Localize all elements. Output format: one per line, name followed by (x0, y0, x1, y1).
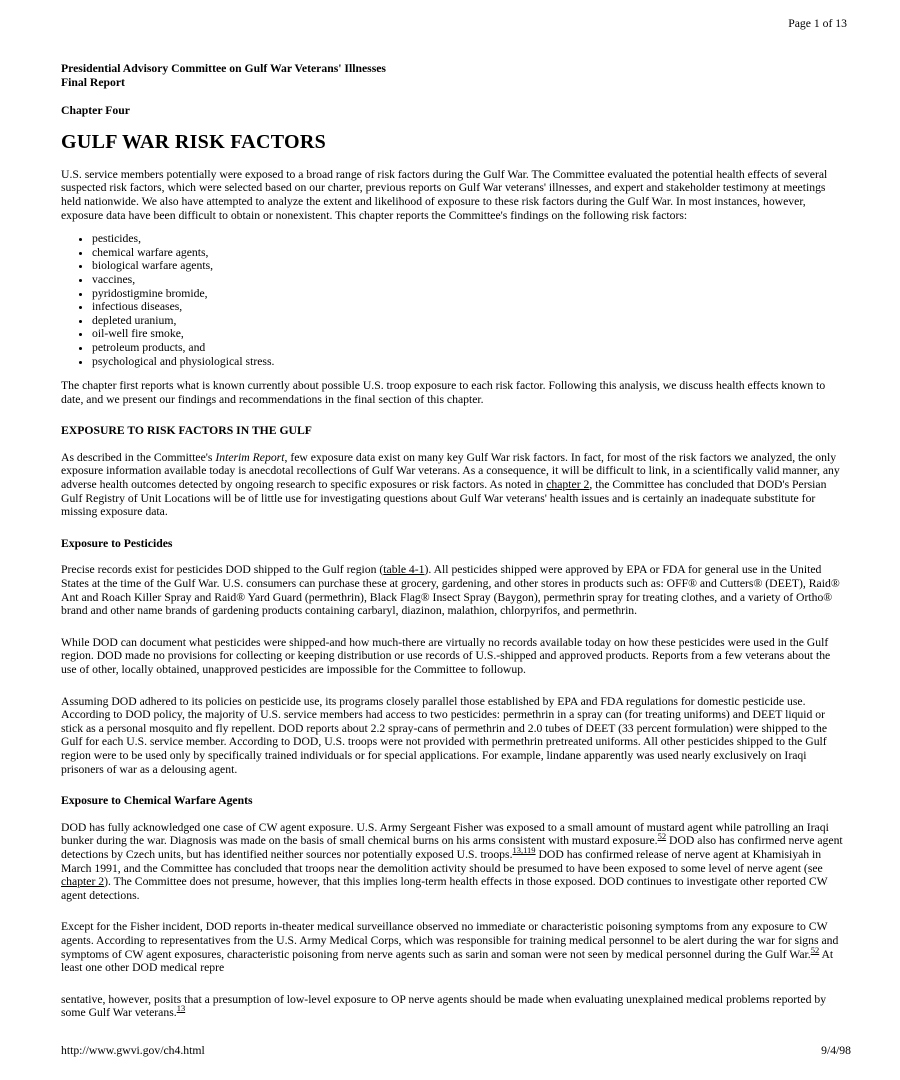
risk-factor-item: • chemical warfare agents, (92, 246, 843, 260)
chemical-warfare-paragraph-1 (61, 821, 843, 903)
pesticides-paragraph-3 (61, 695, 843, 777)
section-heading-exposure-to-risk-factors: EXPOSURE TO RISK FACTORS IN THE GULF (61, 424, 312, 438)
text-run: As described in the Committee's (61, 450, 216, 464)
intro-paragraph (61, 168, 843, 222)
text-run: ). The Committee does not presume, however, that this implies long-term health effects in those exposed. DOD continues to investigate other reported CW agent detections. (61, 875, 828, 902)
page-indicator: Page 1 of 13 (788, 17, 847, 30)
footer-url: http://www.gwvi.gov/ch4.html (61, 1044, 205, 1057)
text-run: DOD also has confirmed nerve agent detections by Czech units, but has identified neither sources nor potentially exposed U.S. troops. (61, 834, 843, 861)
text-run: The chapter first reports what is known currently about possible U.S. troop exposure to each risk factor. Following this analysis, we discuss health effects known to date, and we present our findings and recommendations in the final section of this chapter. (61, 379, 826, 406)
text-run: Assuming DOD adhered to its policies on pesticide use, its programs closely parallel those established by EPA and FDA regulations for domestic pesticide use. According to DOD policy, the majority of U.S. service members had access to two pesticides: permethrin in a spray can (for treating uniforms) and DEET liquid or stick as a personal mosquito and fly repellent. DOD reports about 2.2 spray-cans of permethrin and 2.0 tubes of DEET (33 percent formulation) were shipped to the Gulf for each U.S. service member. According to DOD, U.S. troops were not provided with permethrin pretreated uniforms. All other pesticides shipped to the Gulf region were to be used only by specifically trained individuals or for special applications. For example, lindane apparently was used nearly exclusively on Iraqi prisoners of war as a delousing agent. (61, 694, 828, 776)
risk-factor-item: • pyridostigmine bromide, (92, 287, 843, 301)
report-committee-line: Presidential Advisory Committee on Gulf War Veterans' Illnesses (61, 62, 386, 75)
text-run: U.S. service members potentially were exposed to a broad range of risk factors during the Gulf War. The Committee evaluated the potential health effects of several suspected risk factors, which were selected based on our charter, previous reports on Gulf War veterans' illnesses, and expert and stakeholder testimony at meetings held nationwide. We also have attempted to analyze the extent and likelihood of exposure to these risk factors during the Gulf War. In most instances, however, exposure data have been difficult to obtain or nonexistent. This chapter reports the Committee's findings on the following risk factors: (61, 167, 828, 222)
risk-factor-item: • pesticides, (92, 232, 843, 246)
exposure-overview-paragraph (61, 451, 843, 519)
subsection-heading-chemical-warfare: Exposure to Chemical Warfare Agents (61, 794, 253, 808)
footnote-reference-link[interactable]: 52 (810, 944, 820, 955)
risk-factor-item: • infectious diseases, (92, 300, 843, 314)
text-run: , few exposure data exist on many key Gulf War risk factors. In fact, for most of the risk factors we analyzed, the only exposure information available today is anecdotal recollections of Gulf War veterans. As a consequence, it will be difficult to link, in a scientifically valid manner, any adverse health outcomes detected by ongoing research to specific exposures or risk factors. As noted in (61, 450, 840, 492)
text-run: While DOD can document what pesticides were shipped-and how much-there are virtually no records available today on how these pesticides were used in the Gulf region. DOD made no provisions for collecting or keeping distribution or use records of U.S.-shipped and approved products. Reports from a few veterans about the use of other, locally obtained, unapproved pesticides are impossible for the Committee to followup. (61, 635, 831, 676)
pesticides-paragraph-2 (61, 636, 843, 677)
chapter-overview-paragraph (61, 379, 843, 406)
chapter-title: GULF WAR RISK FACTORS (61, 130, 327, 153)
inline-link[interactable]: chapter 2 (61, 875, 105, 889)
footer-date: 9/4/98 (821, 1044, 851, 1057)
risk-factor-item: • depleted uranium, (92, 314, 843, 328)
chapter-label: Chapter Four (61, 104, 130, 118)
text-run: Precise records exist for pesticides DOD shipped to the Gulf region ( (61, 563, 384, 577)
risk-factor-item: • oil-well fire smoke, (92, 327, 843, 341)
footnote-reference-link[interactable]: 52 (657, 831, 667, 842)
risk-factor-item: • psychological and physiological stress. (92, 355, 843, 369)
risk-factor-item: • vaccines, (92, 273, 843, 287)
text-run: DOD has fully acknowledged one case of CW agent exposure. U.S. Army Sergeant Fisher was exposed to a small amount of mustard agent while patrolling an Iraqi bunker during the war. Diagnosis was made on the basis of small chemical burns on his arms consistent with mustard exposure. (61, 820, 829, 848)
footnote-reference-link[interactable]: 13 (176, 1003, 186, 1014)
risk-factor-item: • petroleum products, and (92, 341, 843, 355)
subsection-heading-pesticides: Exposure to Pesticides (61, 536, 173, 550)
document-header (61, 62, 843, 155)
inline-link[interactable]: table 4-1 (383, 563, 425, 577)
text-run: At least one other DOD medical repre (61, 947, 834, 975)
footnote-reference-link[interactable]: 13,119 (512, 845, 536, 856)
print-footer (61, 1044, 851, 1058)
report-title-line: Final Report (61, 75, 125, 89)
italic-text: Interim Report (215, 450, 285, 464)
risk-factor-item: • biological warfare agents, (92, 259, 843, 273)
text-run: Except for the Fisher incident, DOD reports in-theater medical surveillance observed no immediate or characteristic poisoning symptoms from any exposure to CW agents. According to representatives from the U.S. Army Medical Corps, which was responsible for training medical personnel to be alert during the war for signs and symptoms of CW agent exposures, characteristic poisoning from nerve agents such as sarin and soman were not seen by medical personnel during the Gulf War. (61, 920, 839, 961)
text-run: ). All pesticides shipped were approved by EPA or FDA for general use in the United States at the time of the Gulf War. U.S. consumers can purchase these at grocery, gardening, and other stores in products such as: OFF® and Cutters® (DEET), Raid® Ant and Roach Killer Spray and Raid® Yard Guard (permethrin), Black Flag® Insect Spray (Baygon), permethrin spray for treating clothes, and a variety of Ortho® brand and other name brands of gardening products containing carbaryl, diazinon, malathion, chlorpyrifos, and permethrin. (61, 563, 840, 618)
chemical-warfare-paragraph-3 (61, 993, 843, 1020)
text-run: sentative, however, posits that a presumption of low-level exposure to OP nerve agents should be made when evaluating unexplained medical problems reported by some Gulf War veterans. (61, 992, 827, 1020)
risk-factor-list (61, 232, 843, 368)
pesticides-paragraph-1 (61, 563, 843, 617)
text-run: DOD has confirmed release of nerve agent at Khamisiyah in March 1991, and the Committee has concluded that troops near the demolition activity should be presumed to have been exposed to some level of nerve agent (see (61, 847, 823, 875)
inline-link[interactable]: chapter 2 (546, 478, 590, 492)
text-run: , the Committee has concluded that DOD's Persian Gulf Registry of Unit Locations will be of little use for investigating questions about Gulf War veterans' health issues and is certainly an inadequate substitute for missing exposure data. (61, 478, 827, 519)
chemical-warfare-paragraph-2 (61, 920, 843, 974)
